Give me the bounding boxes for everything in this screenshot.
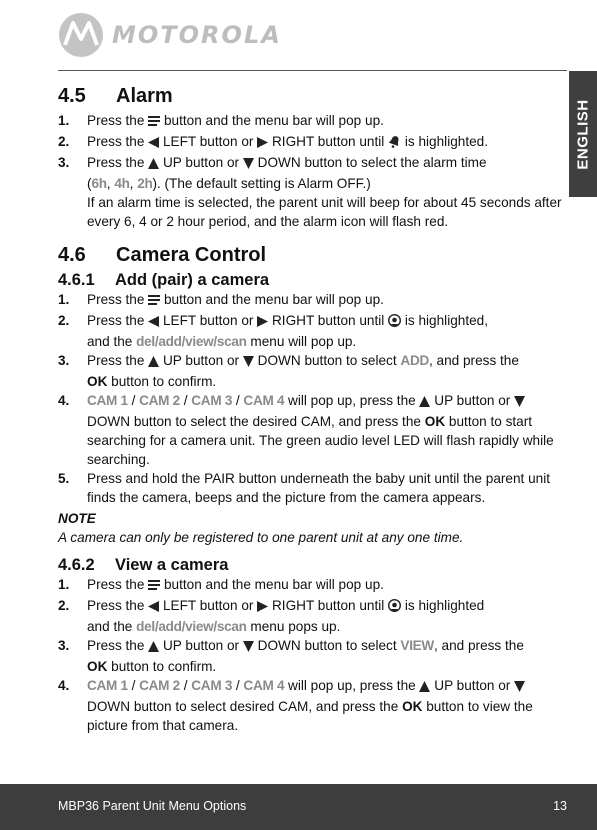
menu-option: VIEW [400,638,434,653]
list-item: 5. Press and hold the PAIR button underneath the baby unit until the parent unit finds the camera, beeps and the picture from the camera appears. [58,471,551,505]
camera-icon [388,313,401,332]
cam-option: CAM 2 [139,678,180,693]
step-number: 2. [58,313,70,328]
menu-name: del/add/view/scan [136,334,247,349]
step-number: 2. [58,598,70,613]
list-item: 1. Press the button and the menu bar will pop up. [58,111,562,132]
list-item: 2. Press the LEFT button or RIGHT button until is highlighted. [58,132,562,153]
brand-wordmark: MOTOROLA [112,21,282,49]
step-continuation: If an alarm time is selected, the parent unit will beep for about 45 seconds after every 6, 4 or 2 hour period, and the alarm icon will flash red. [87,195,562,229]
subsection-heading [58,555,562,575]
cam-option: CAM 3 [191,678,233,693]
down-arrow-icon [243,353,254,372]
subsection-number: 4.6.1 [58,271,95,289]
right-arrow-icon [257,598,268,617]
down-arrow-icon [514,393,525,412]
right-arrow-icon [257,313,268,332]
section-heading [58,243,562,267]
cam-option: CAM 4 [243,678,285,693]
list-item: 3. Press the UP button or DOWN button to select ADD, and press the OK button to confirm. [58,353,519,389]
cam-option: CAM 2 [139,393,180,408]
page-number: 13 [553,799,567,813]
subsection-number: 4.6.2 [58,556,95,574]
camera-icon [388,598,401,617]
step-number: 1. [58,577,70,592]
step-number: 5. [58,471,70,486]
list-item: 2. Press the LEFT button or RIGHT button until is highlighted and the del/add/view/scan menu pops up. [58,598,485,634]
up-arrow-icon [148,638,159,657]
motorola-logo [58,12,282,58]
list-item: 1. Press the button and the menu bar will pop up. [58,290,562,311]
down-arrow-icon [243,155,254,174]
alarm-bell-icon [388,134,401,153]
step-number: 1. [58,292,70,307]
cam-option: CAM 1 [87,678,128,693]
list-item: 1. Press the button and the menu bar will pop up. [58,575,562,596]
up-arrow-icon [148,353,159,372]
list-item: 3. Press the UP button or DOWN button to select the alarm time (6h, 4h, 2h). (The default setting is Alarm OFF.) [58,155,487,191]
list-item: 3. Press the UP button or DOWN button to select VIEW, and press the OK button to confirm. [58,638,524,674]
up-arrow-icon [419,393,430,412]
left-arrow-icon [148,598,159,617]
step-number: 3. [58,155,70,170]
menu-option: 6h [91,176,107,191]
menu-icon [148,577,160,596]
up-arrow-icon [148,155,159,174]
note-text: A camera can only be registered to one parent unit at any one time. [58,530,464,545]
subsection-title: View a camera [115,556,229,574]
motorola-batwing-icon [58,12,104,58]
menu-name: del/add/view/scan [136,619,247,634]
section-number: 4.5 [58,85,86,107]
menu-icon [148,292,160,311]
section-number: 4.6 [58,244,86,266]
right-arrow-icon [257,134,268,153]
left-arrow-icon [148,313,159,332]
page-footer [0,784,597,830]
section-title: Alarm [116,85,173,107]
step-number: 2. [58,134,70,149]
menu-option: ADD [400,353,429,368]
subsection-heading [58,270,562,290]
step-number: 3. [58,638,70,653]
cam-option: CAM 3 [191,393,233,408]
up-arrow-icon [419,678,430,697]
step-number: 4. [58,678,70,693]
cam-option: CAM 4 [243,393,285,408]
cam-option: CAM 1 [87,393,128,408]
subsection-title: Add (pair) a camera [115,271,270,289]
menu-option: 2h [137,176,153,191]
step-number: 4. [58,393,70,408]
list-item: 4. CAM 1 / CAM 2 / CAM 3 / CAM 4 will pop up, press the UP button or DOWN button to select desired CAM, and press the OK button to view the picture from that camera. [58,678,533,733]
page-content [58,84,562,735]
menu-icon [148,113,160,132]
header-rule [58,70,567,71]
menu-option: 4h [114,176,130,191]
down-arrow-icon [243,638,254,657]
note-heading: NOTE [58,511,96,526]
step-number: 3. [58,353,70,368]
left-arrow-icon [148,134,159,153]
language-tab-label: ENGLISH [574,98,592,170]
language-tab [569,71,597,197]
section-heading [58,84,562,108]
footer-title: MBP36 Parent Unit Menu Options [58,799,247,813]
down-arrow-icon [514,678,525,697]
step-number: 1. [58,113,70,128]
section-title: Camera Control [116,244,267,266]
list-item: 2. Press the LEFT button or RIGHT button until is highlighted, and the del/add/view/scan menu will pop up. [58,313,489,349]
list-item: 4. CAM 1 / CAM 2 / CAM 3 / CAM 4 will pop up, press the UP button or DOWN button to select the desired CAM, and press the OK button to start searching for a camera unit. The green audio level LED will flash rapidly while searching. [58,393,554,467]
